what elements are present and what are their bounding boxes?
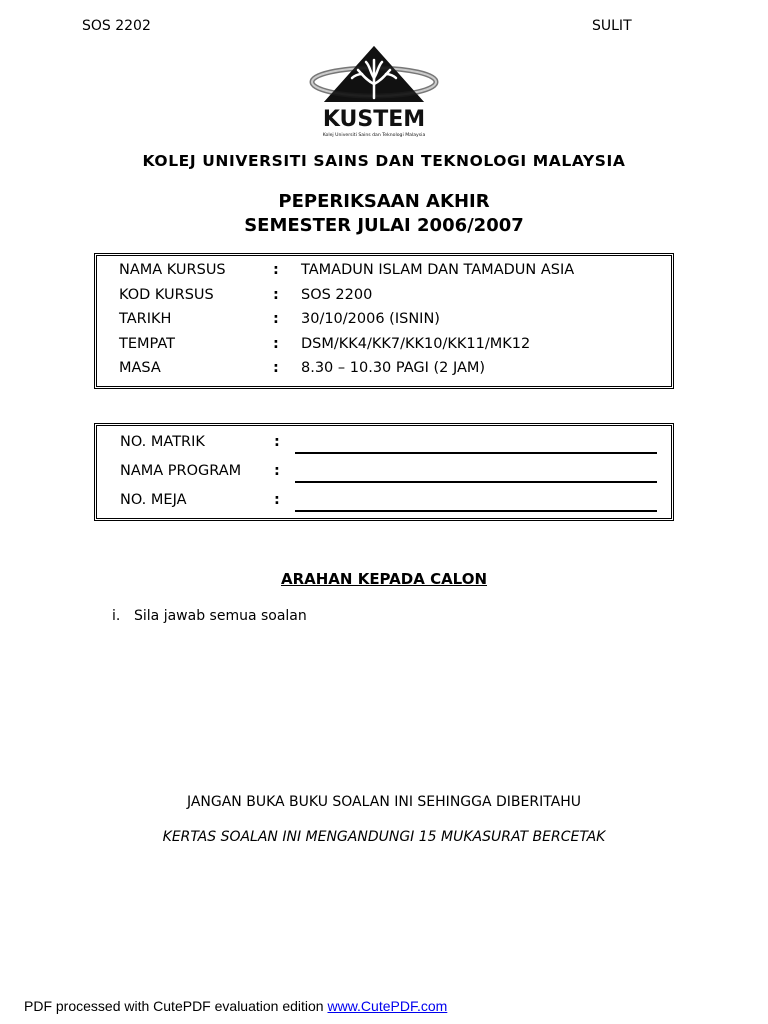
header-classification: SULIT — [592, 18, 632, 34]
candidate-field-separator: : — [274, 463, 280, 479]
institution-name: KOLEJ UNIVERSITI SAINS DAN TEKNOLOGI MALAYSIA — [142, 152, 626, 170]
candidate-field-label: NAMA PROGRAM — [120, 463, 242, 479]
footer-text: PDF processed with CutePDF evaluation edition — [24, 998, 328, 1014]
instruction-item — [112, 608, 307, 624]
course-info-separator: : — [273, 360, 279, 376]
instruction-number: i. — [112, 608, 121, 624]
kustem-logo — [304, 40, 444, 140]
do-not-open-warning: JANGAN BUKA BUKU SOALAN INI SEHINGGA DIBERITAHU — [186, 794, 582, 810]
course-info-label: TEMPAT — [119, 336, 175, 352]
course-info-value: TAMADUN ISLAM DAN TAMADUN ASIA — [301, 262, 575, 278]
footer-note — [24, 998, 447, 1014]
logo-wordmark: KUSTEM — [322, 107, 426, 132]
program-name-field[interactable] — [295, 481, 657, 483]
course-info-label: MASA — [119, 360, 161, 376]
candidate-field-separator: : — [274, 492, 280, 508]
exam-semester: SEMESTER JULAI 2006/2007 — [244, 215, 524, 236]
course-info-separator: : — [273, 262, 279, 278]
exam-title: PEPERIKSAAN AKHIR — [278, 191, 490, 212]
course-info-label: KOD KURSUS — [119, 287, 214, 303]
logo-tagline: Kolej Universiti Sains dan Teknologi Malaysia — [322, 133, 426, 138]
instructions-heading: ARAHAN KEPADA CALON — [280, 570, 488, 588]
instruction-text: Sila jawab semua soalan — [134, 608, 307, 624]
course-info-separator: : — [273, 287, 279, 303]
candidate-field-label: NO. MATRIK — [120, 434, 205, 450]
candidate-info-box — [94, 423, 674, 521]
course-info-separator: : — [273, 336, 279, 352]
course-info-separator: : — [273, 311, 279, 327]
course-info-value: 8.30 – 10.30 PAGI (2 JAM) — [301, 360, 486, 376]
candidate-field-label: NO. MEJA — [120, 492, 187, 508]
course-info-value: 30/10/2006 (ISNIN) — [301, 311, 440, 327]
table-number-field[interactable] — [295, 510, 657, 512]
course-info-value: SOS 2200 — [301, 287, 373, 303]
course-info-label: TARIKH — [119, 311, 172, 327]
matric-number-field[interactable] — [295, 452, 657, 454]
cutepdf-link[interactable]: www.CutePDF.com — [327, 998, 448, 1014]
page-count-note: KERTAS SOALAN INI MENGANDUNGI 15 MUKASURAT BERCETAK — [162, 829, 606, 845]
candidate-field-separator: : — [274, 434, 280, 450]
course-info-box — [94, 253, 674, 389]
course-info-value: DSM/KK4/KK7/KK10/KK11/MK12 — [301, 336, 531, 352]
course-info-label: NAMA KURSUS — [119, 262, 226, 278]
header-course-code: SOS 2202 — [82, 18, 151, 34]
